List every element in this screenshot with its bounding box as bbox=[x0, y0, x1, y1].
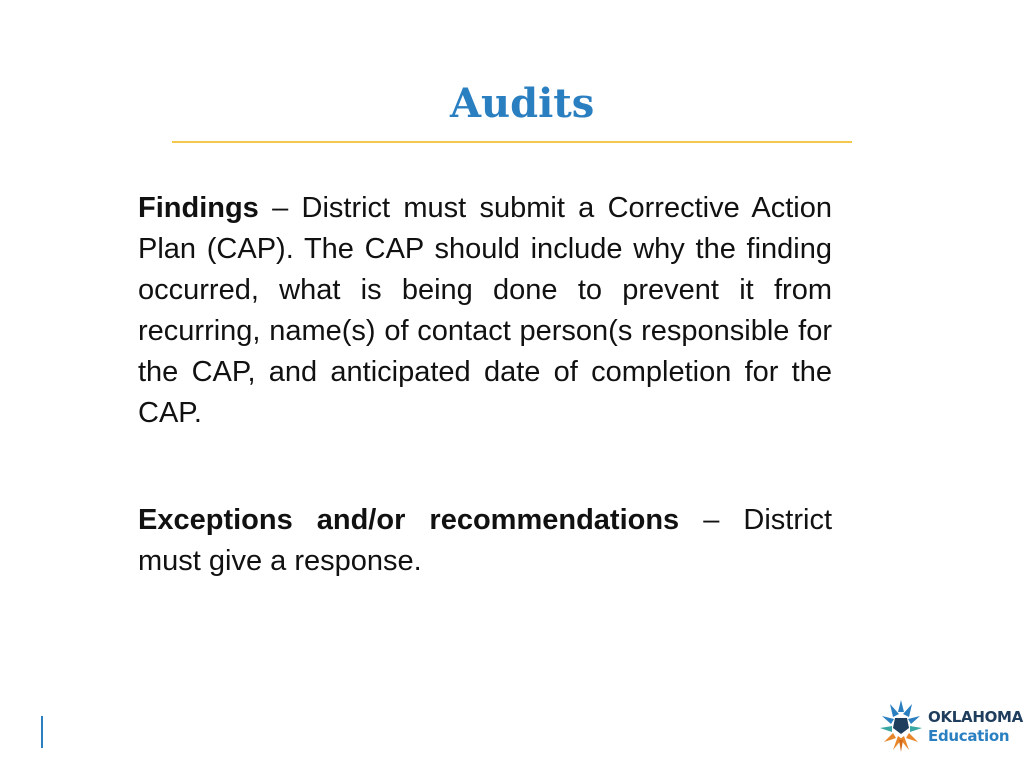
oklahoma-education-logo bbox=[878, 698, 1023, 754]
logo-text-education: Education bbox=[928, 727, 1010, 745]
star-burst-logo-icon bbox=[878, 698, 924, 754]
findings-term: Findings bbox=[138, 192, 259, 224]
slide-body bbox=[138, 188, 832, 582]
logo-text-oklahoma: OKLAHOMA bbox=[928, 708, 1023, 726]
findings-text: – District must submit a Corrective Action Plan (CAP). The CAP should include why the finding occurred, what is being done to prevent it from recurring, name(s) of contact person(s responsible for the CAP, and anticipated date of completion for the CAP. bbox=[138, 192, 832, 429]
slide-title: Audits bbox=[450, 80, 595, 127]
exceptions-text: – District must give a response. bbox=[138, 504, 833, 577]
slide-edge-marker bbox=[41, 716, 43, 748]
exceptions-term: Exceptions and/or recommendations bbox=[138, 504, 680, 536]
findings-paragraph bbox=[138, 188, 832, 434]
exceptions-paragraph bbox=[138, 500, 832, 582]
title-divider bbox=[172, 141, 852, 143]
